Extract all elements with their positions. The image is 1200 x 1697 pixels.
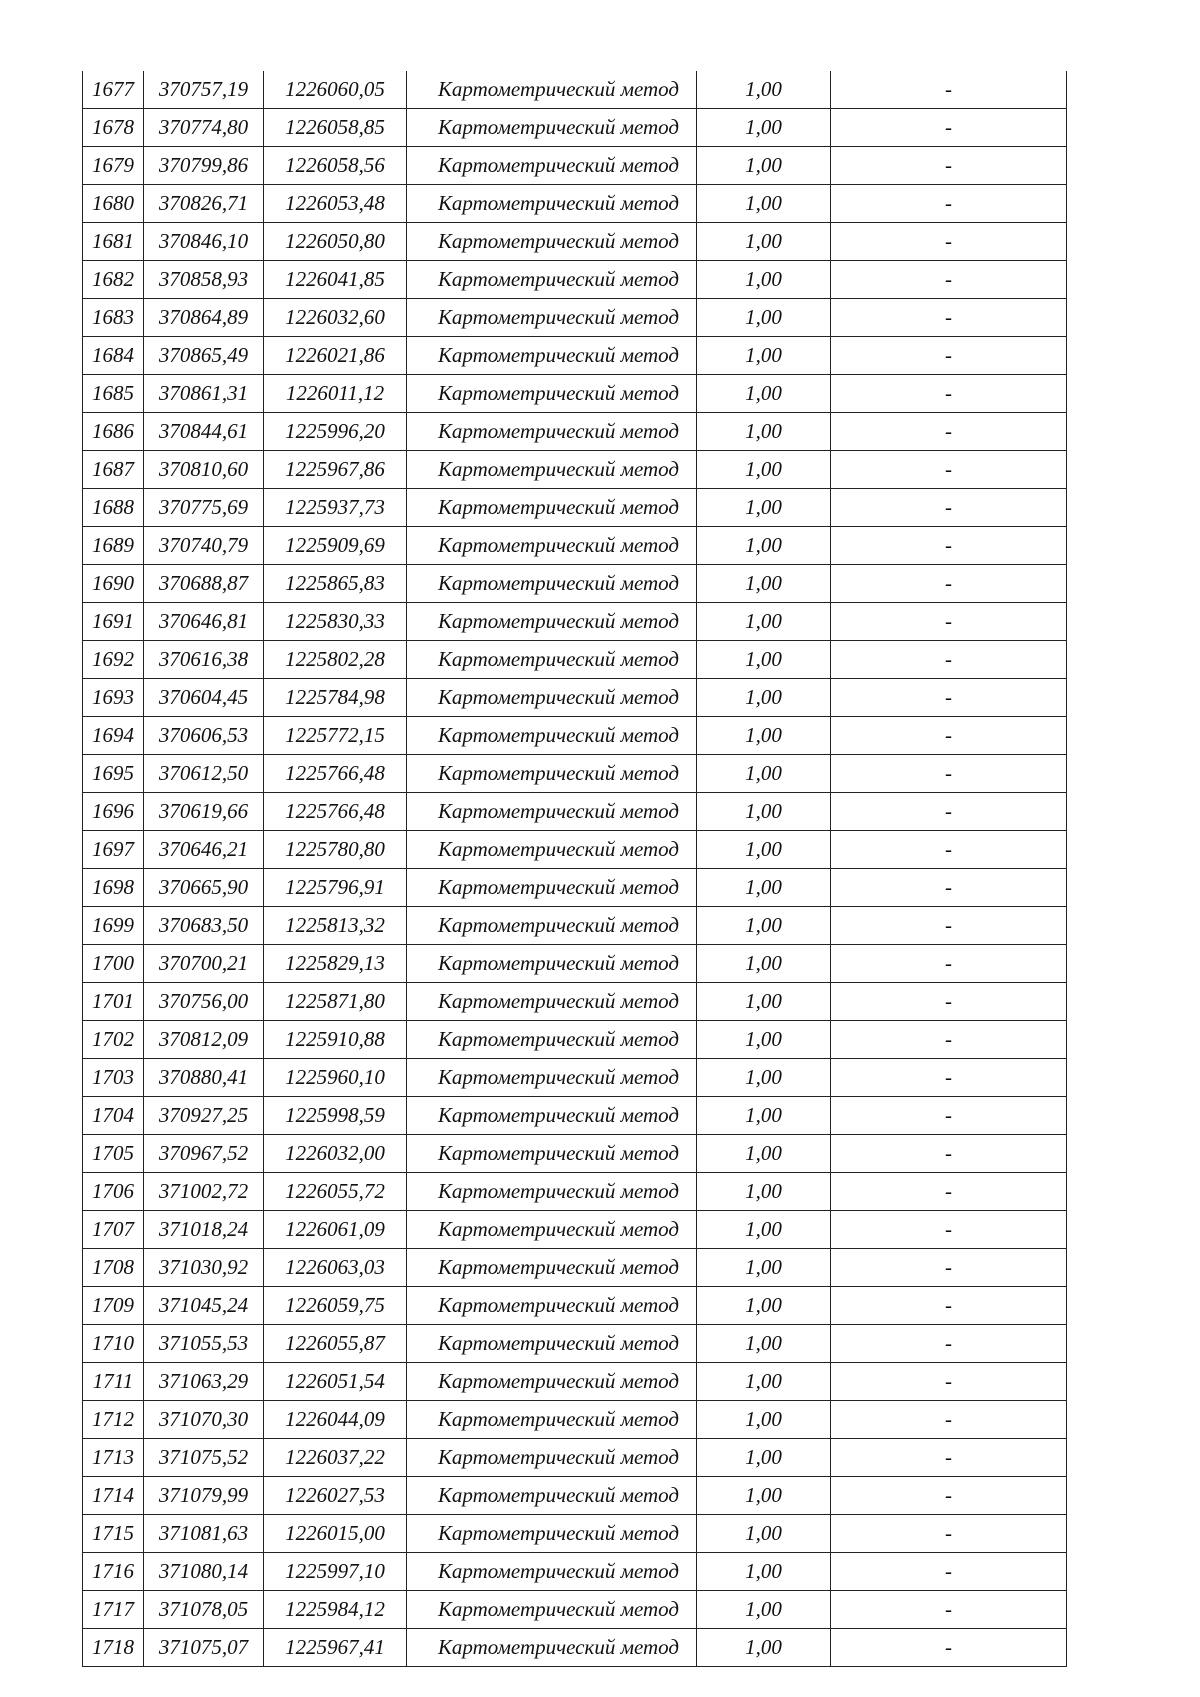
- x-coordinate-cell: 370812,09: [144, 1021, 264, 1059]
- table-row: [83, 1021, 1067, 1059]
- y-coordinate-cell: 1226055,87: [264, 1325, 407, 1363]
- y-coordinate-cell: 1225996,20: [264, 413, 407, 451]
- y-coordinate-cell: 1225830,33: [264, 603, 407, 641]
- accuracy-cell: 1,00: [697, 1287, 831, 1325]
- x-coordinate-cell: 370688,87: [144, 565, 264, 603]
- method-cell: Картометрический метод: [407, 869, 697, 907]
- point-number-cell: 1696: [83, 793, 144, 831]
- coordinates-table: [82, 71, 1067, 1667]
- description-cell: -: [831, 793, 1067, 831]
- point-number-cell: 1685: [83, 375, 144, 413]
- point-number-cell: 1697: [83, 831, 144, 869]
- y-coordinate-cell: 1226061,09: [264, 1211, 407, 1249]
- table-row: [83, 983, 1067, 1021]
- method-cell: Картометрический метод: [407, 299, 697, 337]
- accuracy-cell: 1,00: [697, 261, 831, 299]
- description-cell: -: [831, 1059, 1067, 1097]
- accuracy-cell: 1,00: [697, 1021, 831, 1059]
- x-coordinate-cell: 370864,89: [144, 299, 264, 337]
- method-cell: Картометрический метод: [407, 1021, 697, 1059]
- x-coordinate-cell: 370756,00: [144, 983, 264, 1021]
- method-cell: Картометрический метод: [407, 1401, 697, 1439]
- y-coordinate-cell: 1226055,72: [264, 1173, 407, 1211]
- y-coordinate-cell: 1225997,10: [264, 1553, 407, 1591]
- accuracy-cell: 1,00: [697, 1325, 831, 1363]
- accuracy-cell: 1,00: [697, 1515, 831, 1553]
- point-number-cell: 1692: [83, 641, 144, 679]
- y-coordinate-cell: 1226015,00: [264, 1515, 407, 1553]
- method-cell: Картометрический метод: [407, 185, 697, 223]
- method-cell: Картометрический метод: [407, 945, 697, 983]
- point-number-cell: 1691: [83, 603, 144, 641]
- method-cell: Картометрический метод: [407, 451, 697, 489]
- method-cell: Картометрический метод: [407, 1325, 697, 1363]
- description-cell: -: [831, 1135, 1067, 1173]
- table-row: [83, 489, 1067, 527]
- accuracy-cell: 1,00: [697, 451, 831, 489]
- table-row: [83, 793, 1067, 831]
- x-coordinate-cell: 370757,19: [144, 71, 264, 109]
- y-coordinate-cell: 1225813,32: [264, 907, 407, 945]
- point-number-cell: 1684: [83, 337, 144, 375]
- accuracy-cell: 1,00: [697, 1211, 831, 1249]
- method-cell: Картометрический метод: [407, 1135, 697, 1173]
- table-row: [83, 1477, 1067, 1515]
- table-row: [83, 1135, 1067, 1173]
- description-cell: -: [831, 1401, 1067, 1439]
- accuracy-cell: 1,00: [697, 185, 831, 223]
- method-cell: Картометрический метод: [407, 1211, 697, 1249]
- accuracy-cell: 1,00: [697, 489, 831, 527]
- description-cell: -: [831, 1173, 1067, 1211]
- description-cell: -: [831, 147, 1067, 185]
- point-number-cell: 1706: [83, 1173, 144, 1211]
- x-coordinate-cell: 371002,72: [144, 1173, 264, 1211]
- y-coordinate-cell: 1226050,80: [264, 223, 407, 261]
- description-cell: -: [831, 1629, 1067, 1667]
- point-number-cell: 1695: [83, 755, 144, 793]
- point-number-cell: 1680: [83, 185, 144, 223]
- x-coordinate-cell: 370880,41: [144, 1059, 264, 1097]
- table-row: [83, 641, 1067, 679]
- method-cell: Картометрический метод: [407, 1553, 697, 1591]
- y-coordinate-cell: 1226059,75: [264, 1287, 407, 1325]
- point-number-cell: 1681: [83, 223, 144, 261]
- table-row: [83, 1287, 1067, 1325]
- accuracy-cell: 1,00: [697, 109, 831, 147]
- table-row: [83, 679, 1067, 717]
- method-cell: Картометрический метод: [407, 793, 697, 831]
- x-coordinate-cell: 370740,79: [144, 527, 264, 565]
- x-coordinate-cell: 371075,07: [144, 1629, 264, 1667]
- method-cell: Картометрический метод: [407, 337, 697, 375]
- y-coordinate-cell: 1226032,60: [264, 299, 407, 337]
- method-cell: Картометрический метод: [407, 489, 697, 527]
- accuracy-cell: 1,00: [697, 527, 831, 565]
- method-cell: Картометрический метод: [407, 147, 697, 185]
- method-cell: Картометрический метод: [407, 1097, 697, 1135]
- y-coordinate-cell: 1225865,83: [264, 565, 407, 603]
- method-cell: Картометрический метод: [407, 1629, 697, 1667]
- description-cell: -: [831, 603, 1067, 641]
- y-coordinate-cell: 1226058,85: [264, 109, 407, 147]
- accuracy-cell: 1,00: [697, 413, 831, 451]
- x-coordinate-cell: 371030,92: [144, 1249, 264, 1287]
- point-number-cell: 1693: [83, 679, 144, 717]
- table-row: [83, 1059, 1067, 1097]
- point-number-cell: 1689: [83, 527, 144, 565]
- method-cell: Картометрический метод: [407, 983, 697, 1021]
- table-row: [83, 869, 1067, 907]
- description-cell: -: [831, 1591, 1067, 1629]
- x-coordinate-cell: 370858,93: [144, 261, 264, 299]
- y-coordinate-cell: 1225766,48: [264, 755, 407, 793]
- coordinates-table-body: [83, 71, 1067, 1667]
- table-row: [83, 603, 1067, 641]
- y-coordinate-cell: 1225802,28: [264, 641, 407, 679]
- description-cell: -: [831, 451, 1067, 489]
- table-row: [83, 185, 1067, 223]
- point-number-cell: 1679: [83, 147, 144, 185]
- table-row: [83, 1363, 1067, 1401]
- description-cell: -: [831, 413, 1067, 451]
- table-row: [83, 1325, 1067, 1363]
- method-cell: Картометрический метод: [407, 375, 697, 413]
- x-coordinate-cell: 370604,45: [144, 679, 264, 717]
- x-coordinate-cell: 370844,61: [144, 413, 264, 451]
- method-cell: Картометрический метод: [407, 641, 697, 679]
- description-cell: -: [831, 641, 1067, 679]
- x-coordinate-cell: 370927,25: [144, 1097, 264, 1135]
- y-coordinate-cell: 1226011,12: [264, 375, 407, 413]
- point-number-cell: 1686: [83, 413, 144, 451]
- description-cell: -: [831, 565, 1067, 603]
- x-coordinate-cell: 370606,53: [144, 717, 264, 755]
- point-number-cell: 1716: [83, 1553, 144, 1591]
- table-row: [83, 1629, 1067, 1667]
- table-row: [83, 1097, 1067, 1135]
- y-coordinate-cell: 1226051,54: [264, 1363, 407, 1401]
- accuracy-cell: 1,00: [697, 1097, 831, 1135]
- table-row: [83, 565, 1067, 603]
- method-cell: Картометрический метод: [407, 109, 697, 147]
- x-coordinate-cell: 370616,38: [144, 641, 264, 679]
- accuracy-cell: 1,00: [697, 1439, 831, 1477]
- description-cell: -: [831, 1097, 1067, 1135]
- accuracy-cell: 1,00: [697, 375, 831, 413]
- table-row: [83, 945, 1067, 983]
- x-coordinate-cell: 371063,29: [144, 1363, 264, 1401]
- description-cell: -: [831, 1211, 1067, 1249]
- method-cell: Картометрический метод: [407, 527, 697, 565]
- y-coordinate-cell: 1226027,53: [264, 1477, 407, 1515]
- y-coordinate-cell: 1225871,80: [264, 983, 407, 1021]
- point-number-cell: 1707: [83, 1211, 144, 1249]
- table-row: [83, 375, 1067, 413]
- point-number-cell: 1701: [83, 983, 144, 1021]
- method-cell: Картометрический метод: [407, 907, 697, 945]
- x-coordinate-cell: 371045,24: [144, 1287, 264, 1325]
- description-cell: -: [831, 71, 1067, 109]
- point-number-cell: 1714: [83, 1477, 144, 1515]
- y-coordinate-cell: 1225772,15: [264, 717, 407, 755]
- method-cell: Картометрический метод: [407, 413, 697, 451]
- method-cell: Картометрический метод: [407, 679, 697, 717]
- description-cell: -: [831, 489, 1067, 527]
- x-coordinate-cell: 370775,69: [144, 489, 264, 527]
- table-row: [83, 1173, 1067, 1211]
- point-number-cell: 1712: [83, 1401, 144, 1439]
- method-cell: Картометрический метод: [407, 261, 697, 299]
- accuracy-cell: 1,00: [697, 907, 831, 945]
- point-number-cell: 1678: [83, 109, 144, 147]
- y-coordinate-cell: 1226021,86: [264, 337, 407, 375]
- accuracy-cell: 1,00: [697, 641, 831, 679]
- description-cell: -: [831, 1477, 1067, 1515]
- accuracy-cell: 1,00: [697, 223, 831, 261]
- method-cell: Картометрический метод: [407, 71, 697, 109]
- y-coordinate-cell: 1225998,59: [264, 1097, 407, 1135]
- point-number-cell: 1702: [83, 1021, 144, 1059]
- x-coordinate-cell: 370665,90: [144, 869, 264, 907]
- y-coordinate-cell: 1226044,09: [264, 1401, 407, 1439]
- method-cell: Картометрический метод: [407, 603, 697, 641]
- table-row: [83, 1591, 1067, 1629]
- description-cell: -: [831, 1363, 1067, 1401]
- x-coordinate-cell: 370700,21: [144, 945, 264, 983]
- accuracy-cell: 1,00: [697, 337, 831, 375]
- point-number-cell: 1688: [83, 489, 144, 527]
- table-row: [83, 109, 1067, 147]
- accuracy-cell: 1,00: [697, 1401, 831, 1439]
- point-number-cell: 1700: [83, 945, 144, 983]
- accuracy-cell: 1,00: [697, 1363, 831, 1401]
- y-coordinate-cell: 1225967,86: [264, 451, 407, 489]
- table-row: [83, 1401, 1067, 1439]
- x-coordinate-cell: 370619,66: [144, 793, 264, 831]
- x-coordinate-cell: 370646,81: [144, 603, 264, 641]
- table-row: [83, 71, 1067, 109]
- x-coordinate-cell: 370861,31: [144, 375, 264, 413]
- y-coordinate-cell: 1225910,88: [264, 1021, 407, 1059]
- x-coordinate-cell: 370810,60: [144, 451, 264, 489]
- method-cell: Картометрический метод: [407, 831, 697, 869]
- accuracy-cell: 1,00: [697, 603, 831, 641]
- accuracy-cell: 1,00: [697, 1059, 831, 1097]
- y-coordinate-cell: 1225984,12: [264, 1591, 407, 1629]
- description-cell: -: [831, 337, 1067, 375]
- point-number-cell: 1704: [83, 1097, 144, 1135]
- y-coordinate-cell: 1226058,56: [264, 147, 407, 185]
- accuracy-cell: 1,00: [697, 945, 831, 983]
- accuracy-cell: 1,00: [697, 299, 831, 337]
- y-coordinate-cell: 1226063,03: [264, 1249, 407, 1287]
- y-coordinate-cell: 1225960,10: [264, 1059, 407, 1097]
- table-row: [83, 1249, 1067, 1287]
- y-coordinate-cell: 1225766,48: [264, 793, 407, 831]
- table-row: [83, 527, 1067, 565]
- y-coordinate-cell: 1225829,13: [264, 945, 407, 983]
- x-coordinate-cell: 370799,86: [144, 147, 264, 185]
- table-row: [83, 1515, 1067, 1553]
- description-cell: -: [831, 1439, 1067, 1477]
- y-coordinate-cell: 1226032,00: [264, 1135, 407, 1173]
- accuracy-cell: 1,00: [697, 831, 831, 869]
- accuracy-cell: 1,00: [697, 869, 831, 907]
- accuracy-cell: 1,00: [697, 1173, 831, 1211]
- point-number-cell: 1708: [83, 1249, 144, 1287]
- y-coordinate-cell: 1226037,22: [264, 1439, 407, 1477]
- description-cell: -: [831, 1021, 1067, 1059]
- method-cell: Картометрический метод: [407, 1477, 697, 1515]
- point-number-cell: 1710: [83, 1325, 144, 1363]
- point-number-cell: 1699: [83, 907, 144, 945]
- x-coordinate-cell: 371078,05: [144, 1591, 264, 1629]
- x-coordinate-cell: 371070,30: [144, 1401, 264, 1439]
- method-cell: Картометрический метод: [407, 223, 697, 261]
- y-coordinate-cell: 1225780,80: [264, 831, 407, 869]
- method-cell: Картометрический метод: [407, 1249, 697, 1287]
- description-cell: -: [831, 223, 1067, 261]
- point-number-cell: 1717: [83, 1591, 144, 1629]
- table-row: [83, 147, 1067, 185]
- description-cell: -: [831, 831, 1067, 869]
- y-coordinate-cell: 1225909,69: [264, 527, 407, 565]
- description-cell: -: [831, 717, 1067, 755]
- point-number-cell: 1698: [83, 869, 144, 907]
- description-cell: -: [831, 983, 1067, 1021]
- method-cell: Картометрический метод: [407, 717, 697, 755]
- method-cell: Картометрический метод: [407, 1173, 697, 1211]
- table-row: [83, 299, 1067, 337]
- x-coordinate-cell: 370826,71: [144, 185, 264, 223]
- description-cell: -: [831, 945, 1067, 983]
- description-cell: -: [831, 1249, 1067, 1287]
- description-cell: -: [831, 907, 1067, 945]
- y-coordinate-cell: 1225967,41: [264, 1629, 407, 1667]
- description-cell: -: [831, 299, 1067, 337]
- x-coordinate-cell: 371081,63: [144, 1515, 264, 1553]
- x-coordinate-cell: 371079,99: [144, 1477, 264, 1515]
- description-cell: -: [831, 185, 1067, 223]
- method-cell: Картометрический метод: [407, 1439, 697, 1477]
- table-row: [83, 261, 1067, 299]
- x-coordinate-cell: 370846,10: [144, 223, 264, 261]
- description-cell: -: [831, 527, 1067, 565]
- accuracy-cell: 1,00: [697, 147, 831, 185]
- x-coordinate-cell: 370683,50: [144, 907, 264, 945]
- point-number-cell: 1709: [83, 1287, 144, 1325]
- point-number-cell: 1718: [83, 1629, 144, 1667]
- x-coordinate-cell: 370967,52: [144, 1135, 264, 1173]
- method-cell: Картометрический метод: [407, 565, 697, 603]
- y-coordinate-cell: 1225784,98: [264, 679, 407, 717]
- table-row: [83, 1439, 1067, 1477]
- method-cell: Картометрический метод: [407, 1363, 697, 1401]
- y-coordinate-cell: 1226060,05: [264, 71, 407, 109]
- point-number-cell: 1711: [83, 1363, 144, 1401]
- table-row: [83, 1211, 1067, 1249]
- accuracy-cell: 1,00: [697, 793, 831, 831]
- x-coordinate-cell: 370865,49: [144, 337, 264, 375]
- accuracy-cell: 1,00: [697, 755, 831, 793]
- table-row: [83, 755, 1067, 793]
- description-cell: -: [831, 1287, 1067, 1325]
- table-row: [83, 717, 1067, 755]
- method-cell: Картометрический метод: [407, 1059, 697, 1097]
- point-number-cell: 1715: [83, 1515, 144, 1553]
- description-cell: -: [831, 1553, 1067, 1591]
- table-row: [83, 1553, 1067, 1591]
- table-row: [83, 451, 1067, 489]
- point-number-cell: 1687: [83, 451, 144, 489]
- description-cell: -: [831, 109, 1067, 147]
- x-coordinate-cell: 371075,52: [144, 1439, 264, 1477]
- accuracy-cell: 1,00: [697, 71, 831, 109]
- description-cell: -: [831, 375, 1067, 413]
- point-number-cell: 1690: [83, 565, 144, 603]
- method-cell: Картометрический метод: [407, 1287, 697, 1325]
- accuracy-cell: 1,00: [697, 1629, 831, 1667]
- accuracy-cell: 1,00: [697, 565, 831, 603]
- table-row: [83, 831, 1067, 869]
- point-number-cell: 1703: [83, 1059, 144, 1097]
- description-cell: -: [831, 679, 1067, 717]
- point-number-cell: 1694: [83, 717, 144, 755]
- x-coordinate-cell: 370612,50: [144, 755, 264, 793]
- table-row: [83, 413, 1067, 451]
- accuracy-cell: 1,00: [697, 1591, 831, 1629]
- method-cell: Картометрический метод: [407, 1591, 697, 1629]
- point-number-cell: 1683: [83, 299, 144, 337]
- table-row: [83, 223, 1067, 261]
- point-number-cell: 1682: [83, 261, 144, 299]
- accuracy-cell: 1,00: [697, 679, 831, 717]
- x-coordinate-cell: 370774,80: [144, 109, 264, 147]
- point-number-cell: 1677: [83, 71, 144, 109]
- description-cell: -: [831, 869, 1067, 907]
- x-coordinate-cell: 371018,24: [144, 1211, 264, 1249]
- description-cell: -: [831, 1325, 1067, 1363]
- description-cell: -: [831, 755, 1067, 793]
- accuracy-cell: 1,00: [697, 717, 831, 755]
- description-cell: -: [831, 1515, 1067, 1553]
- description-cell: -: [831, 261, 1067, 299]
- accuracy-cell: 1,00: [697, 1135, 831, 1173]
- y-coordinate-cell: 1225937,73: [264, 489, 407, 527]
- table-row: [83, 907, 1067, 945]
- point-number-cell: 1705: [83, 1135, 144, 1173]
- x-coordinate-cell: 371055,53: [144, 1325, 264, 1363]
- point-number-cell: 1713: [83, 1439, 144, 1477]
- y-coordinate-cell: 1226053,48: [264, 185, 407, 223]
- y-coordinate-cell: 1225796,91: [264, 869, 407, 907]
- accuracy-cell: 1,00: [697, 1249, 831, 1287]
- accuracy-cell: 1,00: [697, 983, 831, 1021]
- method-cell: Картометрический метод: [407, 1515, 697, 1553]
- y-coordinate-cell: 1226041,85: [264, 261, 407, 299]
- method-cell: Картометрический метод: [407, 755, 697, 793]
- x-coordinate-cell: 371080,14: [144, 1553, 264, 1591]
- accuracy-cell: 1,00: [697, 1477, 831, 1515]
- accuracy-cell: 1,00: [697, 1553, 831, 1591]
- x-coordinate-cell: 370646,21: [144, 831, 264, 869]
- table-row: [83, 337, 1067, 375]
